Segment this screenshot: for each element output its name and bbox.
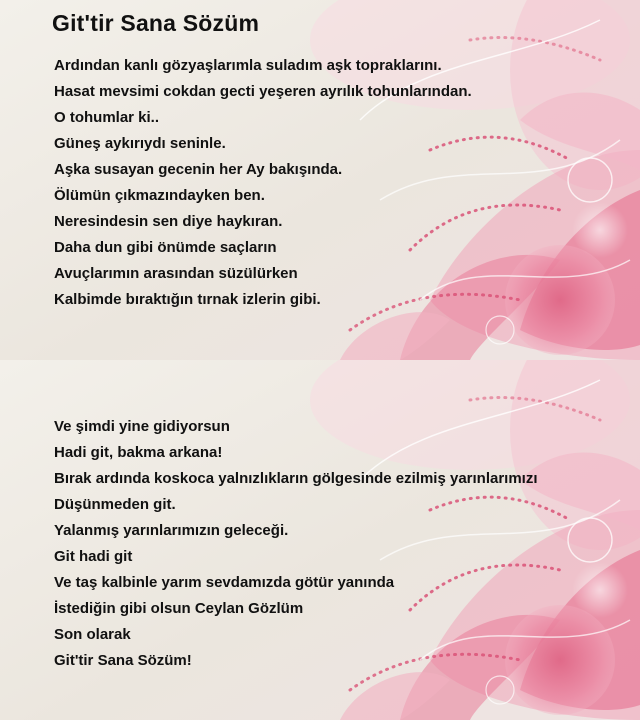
stanza-1 <box>54 53 472 313</box>
poem-line: İstediğin gibi olsun Ceylan Gözlüm <box>54 600 304 617</box>
poem-line: Yalanmış yarınlarımızın geleceği. <box>54 522 289 539</box>
poem-line: Ölümün çıkmazındayken ben. <box>54 187 265 204</box>
poem-line: Git'tir Sana Sözüm! <box>54 652 192 669</box>
poem-line: Neresindesin sen diye haykıran. <box>54 213 283 230</box>
poem-line: Git hadi git <box>54 548 133 565</box>
poem-line: Ve şimdi yine gidiyorsun <box>54 418 230 435</box>
poem-line: Kalbimde bıraktığın tırnak izlerin gibi. <box>54 291 321 308</box>
poem-line: Hadi git, bakma arkana! <box>54 444 223 461</box>
poem-line: Ardından kanlı gözyaşlarımla suladım aşk topraklarını. <box>54 57 442 74</box>
poem-title: Git'tir Sana Sözüm <box>52 10 260 36</box>
poem-line: Son olarak <box>54 626 131 643</box>
poem-line: Düşünmeden git. <box>54 496 176 513</box>
background-panel-bottom <box>0 360 640 720</box>
poem-line: Ve taş kalbinle yarım sevdamızda götür yanında <box>54 574 395 591</box>
poem-line: Hasat mevsimi cokdan gecti yeşeren ayrılık tohunlarından. <box>54 83 472 100</box>
poem-line: Bırak ardında koskoca yalnızlıkların gölgesinde ezilmiş yarınlarımızı <box>54 470 538 487</box>
poem-line: Güneş aykırıydı seninle. <box>54 135 226 152</box>
stanza-2 <box>54 414 538 674</box>
poem-line: Avuçlarımın arasından süzülürken <box>54 265 298 282</box>
poem-line: O tohumlar ki.. <box>54 109 160 126</box>
poem-line: Aşka susayan gecenin her Ay bakışında. <box>54 161 343 178</box>
poem-line: Daha dun gibi önümde saçların <box>54 239 277 256</box>
